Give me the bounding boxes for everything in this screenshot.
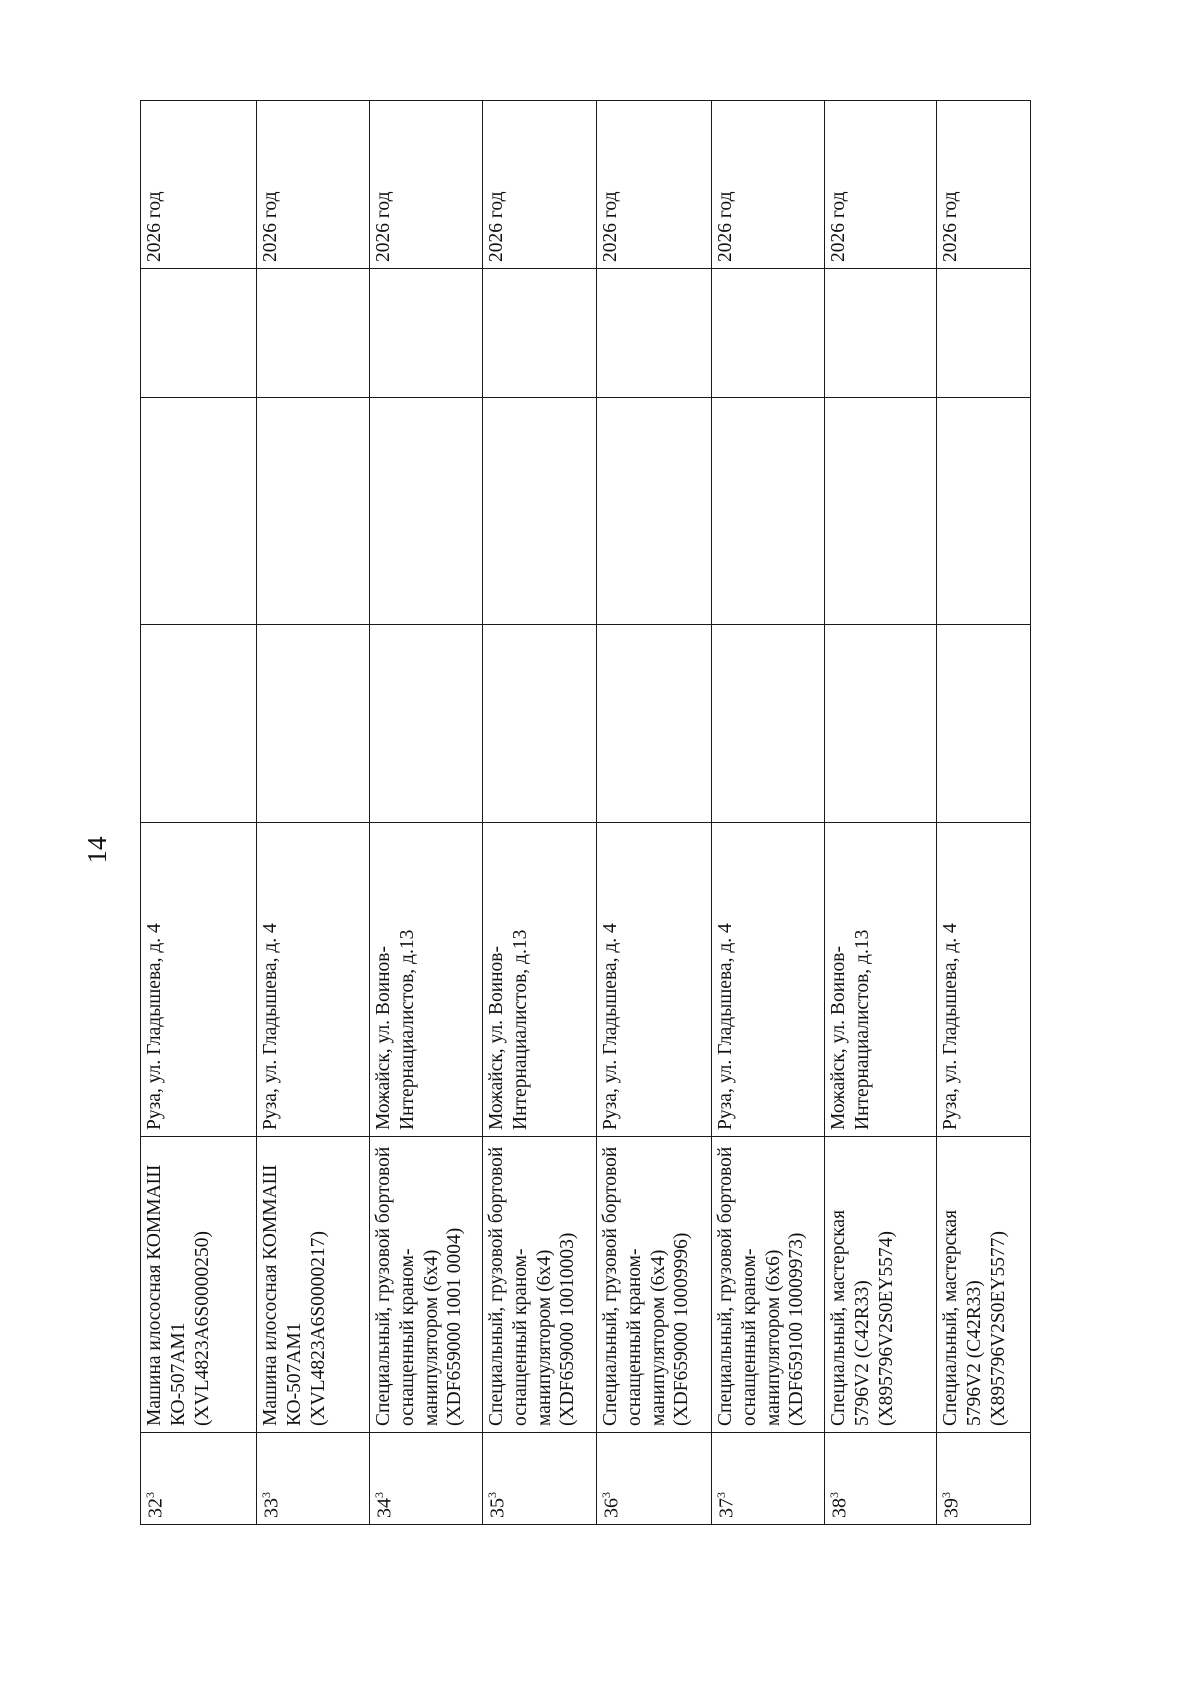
table-row <box>141 101 257 1525</box>
vehicle-description: Специальный, мастерская 5796V2 (C42R33) (X895796V2S0EY5574) <box>825 1137 937 1433</box>
empty-cell <box>257 625 370 823</box>
empty-cell <box>597 398 712 625</box>
row-number-superscript: 3 <box>259 1492 273 1498</box>
row-number-value: 38 <box>828 1498 851 1518</box>
vehicle-address: Руза, ул. Гладышева, д. 4 <box>597 823 712 1137</box>
row-number-superscript: 3 <box>827 1492 841 1498</box>
empty-cell <box>825 269 937 398</box>
row-number-value: 37 <box>715 1498 738 1518</box>
table-body <box>141 101 1031 1525</box>
vehicle-year: 2026 год <box>597 101 712 269</box>
row-number-superscript: 3 <box>714 1492 728 1498</box>
empty-cell <box>141 398 257 625</box>
empty-cell <box>825 398 937 625</box>
empty-cell <box>370 398 483 625</box>
vehicle-year: 2026 год <box>141 101 257 269</box>
empty-cell <box>825 625 937 823</box>
empty-cell <box>370 625 483 823</box>
row-number-value: 36 <box>600 1498 623 1518</box>
empty-cell <box>483 398 597 625</box>
vehicle-table <box>140 100 1031 1525</box>
vehicle-year: 2026 год <box>937 101 1031 269</box>
table-row <box>597 101 712 1525</box>
row-number <box>597 1433 712 1525</box>
row-number <box>937 1433 1031 1525</box>
vehicle-description: Специальный, грузовой бортовой оснащенный краном-манипулятором (6х6) (XDF659100 10009973) <box>712 1137 825 1433</box>
row-number-value: 39 <box>940 1498 963 1518</box>
row-number-value: 34 <box>373 1498 396 1518</box>
vehicle-description: Специальный, грузовой бортовой оснащенный краном-манипулятором (6х4) (XDF659000 10010003) <box>483 1137 597 1433</box>
vehicle-address: Руза, ул. Гладышева, д. 4 <box>141 823 257 1137</box>
vehicle-address: Руза, ул. Гладышева, д. 4 <box>257 823 370 1137</box>
table-row <box>937 101 1031 1525</box>
vehicle-year: 2026 год <box>483 101 597 269</box>
row-number <box>370 1433 483 1525</box>
empty-cell <box>937 269 1031 398</box>
vehicle-description: Специальный, грузовой бортовой оснащенный краном-манипулятором (6х4) (XDF659000 1001 0004) <box>370 1137 483 1433</box>
vehicle-description: Специальный, мастерская 5796V2 (C42R33) (X895796V2S0EY5577) <box>937 1137 1031 1433</box>
row-number <box>825 1433 937 1525</box>
row-number-value: 35 <box>486 1498 509 1518</box>
table-row <box>712 101 825 1525</box>
vehicle-address: Руза, ул. Гладышева, д. 4 <box>937 823 1031 1137</box>
empty-cell <box>712 398 825 625</box>
vehicle-year: 2026 год <box>370 101 483 269</box>
row-number-value: 32 <box>144 1498 167 1518</box>
row-number-superscript: 3 <box>599 1492 613 1498</box>
vehicle-address: Руза, ул. Гладышева, д. 4 <box>712 823 825 1137</box>
vehicle-address: Можайск, ул. Воинов-Интернациалистов, д.13 <box>370 823 483 1137</box>
row-number-value: 33 <box>260 1498 283 1518</box>
vehicle-year: 2026 год <box>712 101 825 269</box>
vehicle-description: Машина илососная КОММАШ КО-507АМ1 (XVL4823A6S0000217) <box>257 1137 370 1433</box>
empty-cell <box>141 269 257 398</box>
table-row <box>483 101 597 1525</box>
vehicle-address: Можайск, ул. Воинов-Интернациалистов, д.13 <box>483 823 597 1137</box>
vehicle-description: Машина илососная КОММАШ КО-507АМ1 (XVL4823A6S0000250) <box>141 1137 257 1433</box>
empty-cell <box>712 625 825 823</box>
empty-cell <box>597 625 712 823</box>
vehicle-year: 2026 год <box>257 101 370 269</box>
row-number <box>483 1433 597 1525</box>
row-number-superscript: 3 <box>143 1492 157 1498</box>
row-number-superscript: 3 <box>372 1492 386 1498</box>
empty-cell <box>257 398 370 625</box>
empty-cell <box>597 269 712 398</box>
vehicle-year: 2026 год <box>825 101 937 269</box>
vehicle-address: Можайск, ул. Воинов-Интернациалистов, д.13 <box>825 823 937 1137</box>
vehicle-description: Специальный, грузовой бортовой оснащенный краном-манипулятором (6х4) (XDF659000 10009996) <box>597 1137 712 1433</box>
empty-cell <box>257 269 370 398</box>
empty-cell <box>937 625 1031 823</box>
row-number <box>141 1433 257 1525</box>
page-number: 14 <box>82 836 112 864</box>
empty-cell <box>483 269 597 398</box>
row-number-superscript: 3 <box>939 1492 953 1498</box>
table-row <box>257 101 370 1525</box>
empty-cell <box>712 269 825 398</box>
row-number <box>712 1433 825 1525</box>
row-number <box>257 1433 370 1525</box>
row-number-superscript: 3 <box>485 1492 499 1498</box>
empty-cell <box>937 398 1031 625</box>
empty-cell <box>483 625 597 823</box>
table-row <box>825 101 937 1525</box>
empty-cell <box>141 625 257 823</box>
table-row <box>370 101 483 1525</box>
rotated-table-wrapper <box>140 101 1030 1525</box>
empty-cell <box>370 269 483 398</box>
